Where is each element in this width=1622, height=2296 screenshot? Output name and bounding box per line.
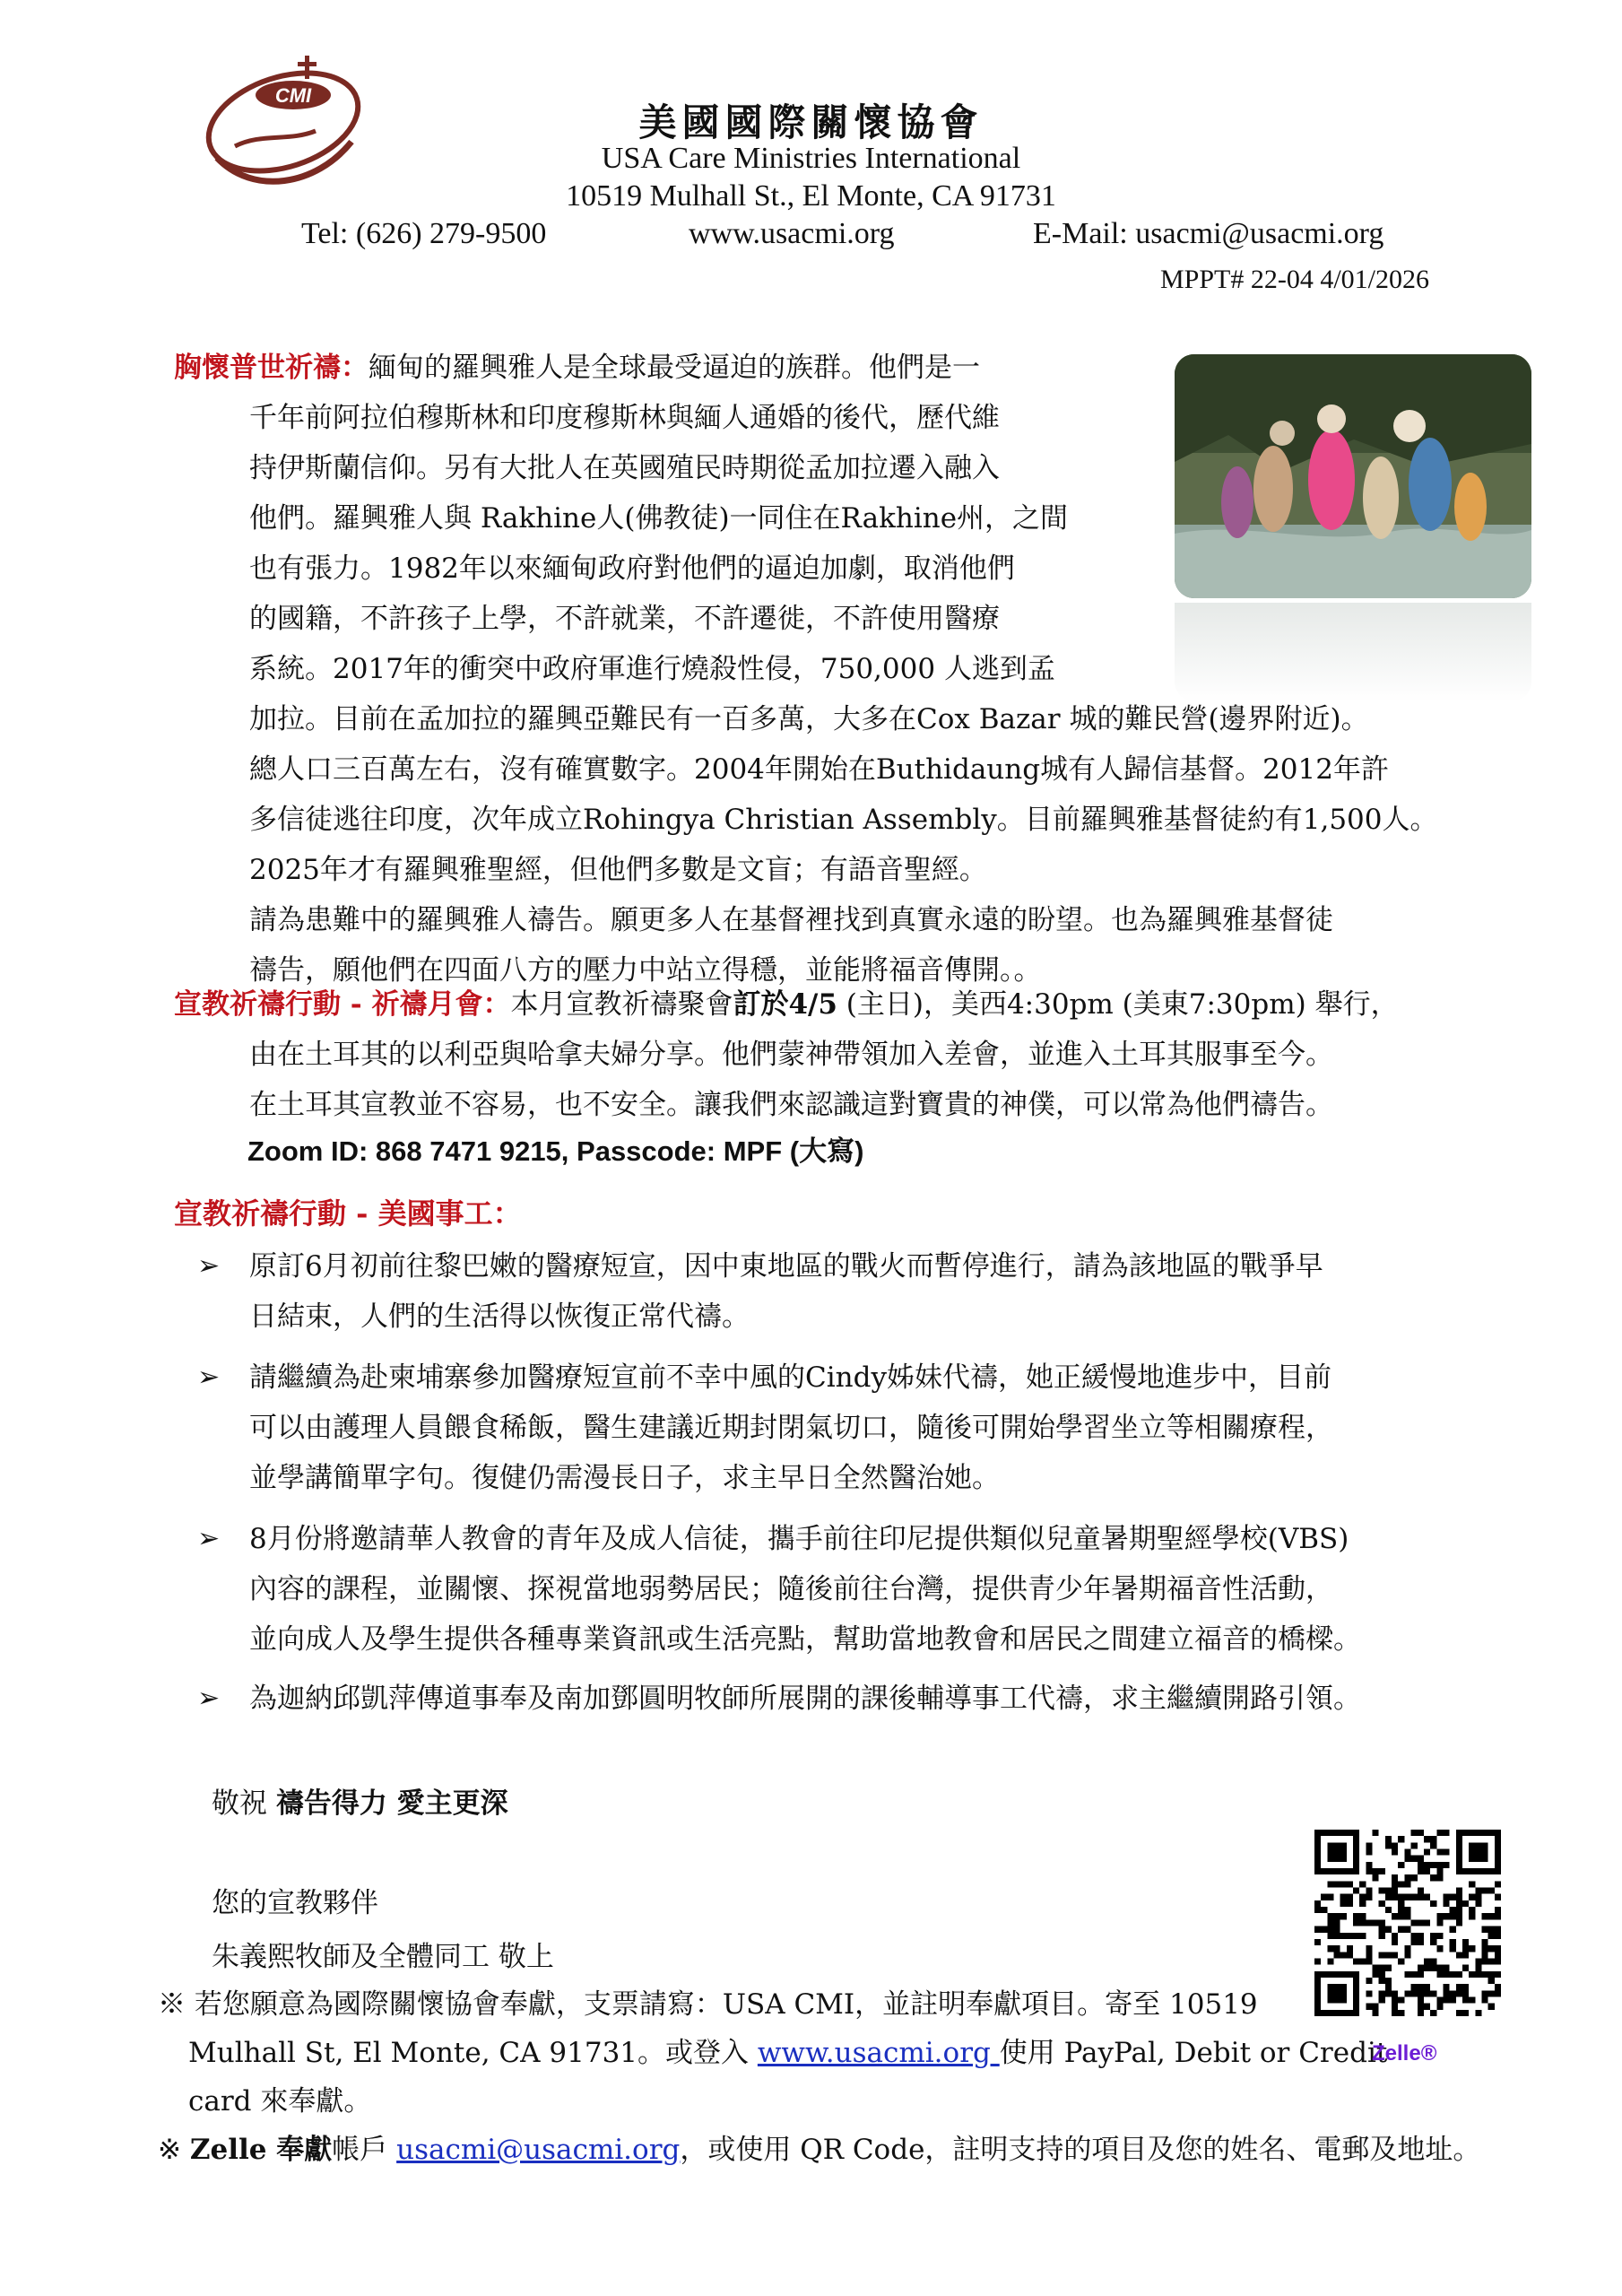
section-title: 胸懷普世祈禱： bbox=[174, 352, 369, 384]
bullet-arrow-icon: ➢ bbox=[197, 1523, 221, 1554]
text-line: 的國籍，不許孩子上學，不許就業，不許遷徙，不許使用醫療 bbox=[249, 603, 1000, 635]
bullet-item bbox=[249, 1352, 1558, 1503]
closing-greeting: 敬祝 禱告得力 愛主更深 bbox=[212, 1787, 508, 1820]
text-line: 多信徒逃往印度，次年成立Rohingya Christian Assembly。目前羅興雅基督徒約有1,500人。 bbox=[249, 804, 1438, 836]
text-line: 內容的課程，並關懷、探視當地弱勢居民；隨後前往台灣，提供青少年暑期福音性活動， bbox=[249, 1573, 1333, 1605]
text-line: 2025年才有羅興雅聖經，但他們多數是文盲；有語音聖經。 bbox=[249, 854, 987, 886]
note-mark: ※ bbox=[158, 2134, 181, 2166]
section-global-prayer bbox=[174, 343, 1558, 996]
text-line: 本月宣教祈禱聚會 bbox=[510, 988, 733, 1021]
text-line: 請為患難中的羅興雅人禱告。願更多人在基督裡找到真實永遠的盼望。也為羅興雅基督徒 bbox=[249, 904, 1333, 936]
zelle-logo: Zelle® bbox=[1372, 2041, 1437, 2066]
section-title: 宣教祈禱行動 - 祈禱月會： bbox=[174, 988, 511, 1021]
meeting-date: 訂於4/5 bbox=[733, 988, 837, 1021]
bullet-item bbox=[249, 1514, 1558, 1665]
org-name-en: USA Care Ministries International bbox=[601, 142, 1021, 175]
closing-signature: 朱義熙牧師及全體同工 敬上 bbox=[212, 1941, 554, 1973]
closing-partner: 您的宣教夥伴 bbox=[212, 1887, 378, 1919]
text-line: 在土耳其宣教並不容易，也不安全。讓我們來認識這對寶貴的神僕，可以常為他們禱告。 bbox=[249, 1089, 1333, 1121]
text-line: 並向成人及學生提供各種專業資訊或生活亮點，幫助當地教會和居民之間建立福音的橋樑。 bbox=[249, 1623, 1361, 1656]
org-address: 10519 Mulhall St., El Monte, CA 91731 bbox=[566, 179, 1056, 213]
zoom-info[interactable]: Zoom ID: 868 7471 9215, Passcode: MPF (大寫) bbox=[247, 1135, 864, 1167]
text-line: 可以由護理人員餵食稀飯，醫生建議近期封閉氣切口，隨後可開始學習坐立等相關療程， bbox=[249, 1412, 1333, 1444]
text-line: 並學講簡單字句。復健仍需漫長日子，求主早日全然醫治她。 bbox=[249, 1462, 1000, 1494]
mppt-number: MPPT# 22-04 4/01/2026 bbox=[1159, 265, 1429, 294]
text-line: 持伊斯蘭信仰。另有大批人在英國殖民時期從孟加拉遷入融入 bbox=[249, 452, 1000, 484]
bullet-arrow-icon: ➢ bbox=[197, 1250, 221, 1282]
text-line: 緬甸的羅興雅人是全球最受逼迫的族群。他們是一 bbox=[369, 352, 980, 384]
org-email[interactable]: E-Mail: usacmi@usacmi.org bbox=[1033, 217, 1384, 250]
bullet-item bbox=[249, 1241, 1558, 1342]
bullet-arrow-icon: ➢ bbox=[197, 1683, 221, 1714]
text-line: 總人口三百萬左右，沒有確實數字。2004年開始在Buthidaung城有人歸信基督。2012年許 bbox=[249, 753, 1389, 786]
blessing: 禱告得力 愛主更深 bbox=[275, 1787, 508, 1820]
text-line: 為迦納邱凱萍傳道事奉及南加鄧圓明牧師所展開的課後輔導事工代禱，求主繼續開路引領。 bbox=[249, 1683, 1361, 1715]
section-title-usa-ministry: 宣教祈禱行動 - 美國事工： bbox=[174, 1196, 522, 1231]
text-line: 他們。羅興雅人與 Rakhine人(佛教徒)一同住在Rakhine州，之間 bbox=[249, 502, 1069, 535]
org-name-zh: 美國國際關懷協會 bbox=[638, 100, 984, 144]
zelle-note: ※ Zelle 奉獻帳戶 usacmi@usacmi.org，或使用 QR Code，註明支持的項目及您的姓名、電郵及地址。 bbox=[158, 2134, 1481, 2166]
text-line: 系統。2017年的衝突中政府軍進行燒殺性侵，750,000 人逃到孟 bbox=[249, 653, 1055, 685]
note-mark: ※ bbox=[158, 1988, 186, 2021]
org-tel: Tel: (626) 279-9500 bbox=[301, 217, 547, 250]
bullet-item bbox=[249, 1674, 1558, 1724]
logo-text: CMI bbox=[274, 84, 312, 107]
text-line: 8月份將邀請華人教會的青年及成人信徒，攜手前往印尼提供類似兒童暑期聖經學校(VBS) bbox=[249, 1523, 1349, 1555]
text-line: 由在土耳其的以利亞與哈拿夫婦分享。他們蒙神帶領加入差會，並進入土耳其服事至今。 bbox=[249, 1039, 1333, 1071]
org-web[interactable]: www.usacmi.org bbox=[689, 217, 895, 250]
section-prayer-meeting bbox=[174, 979, 1558, 1130]
bullet-arrow-icon: ➢ bbox=[197, 1361, 221, 1393]
text-line: 也有張力。1982年以來緬甸政府對他們的逼迫加劇，取消他們 bbox=[249, 552, 1015, 585]
email-link[interactable]: usacmi@usacmi.org bbox=[396, 2134, 681, 2166]
text-line: 請繼續為赴柬埔寨參加醫療短宣前不幸中風的Cindy姊妹代禱，她正緩慢地進步中，目前 bbox=[249, 1361, 1331, 1394]
text-line: 加拉。目前在孟加拉的羅興亞難民有一百多萬，大多在Cox Bazar 城的難民營(邊界附近)。 bbox=[249, 703, 1369, 735]
text-line: 千年前阿拉伯穆斯林和印度穆斯林與緬人通婚的後代，歷代維 bbox=[249, 402, 1000, 434]
donation-note: ※ 若您願意為國際關懷協會奉獻，支票請寫：USA CMI，並註明奉獻項目。寄至 10519 Mulhall St, El Monte, CA 91731。或登入 www.usacmi.org 使用 PayPal, Debit or Credit card 來奉獻。 bbox=[158, 1988, 1388, 2118]
text-line: 原訂6月初前往黎巴嫩的醫療短宣，因中東地區的戰火而暫停進行，請為該地區的戰爭早 bbox=[249, 1250, 1323, 1283]
text-line: 禱告，願他們在四面八方的壓力中站立得穩，並能將福音傳開。。 bbox=[249, 954, 1042, 987]
website-link[interactable]: www.usacmi.org bbox=[757, 2037, 1000, 2069]
text-line: 日結束，人們的生活得以恢復正常代禱。 bbox=[249, 1300, 750, 1333]
qr-code[interactable] bbox=[1314, 1830, 1501, 2016]
text-line: (主日)，美西4:30pm (美東7:30pm) 舉行， bbox=[837, 988, 1399, 1021]
